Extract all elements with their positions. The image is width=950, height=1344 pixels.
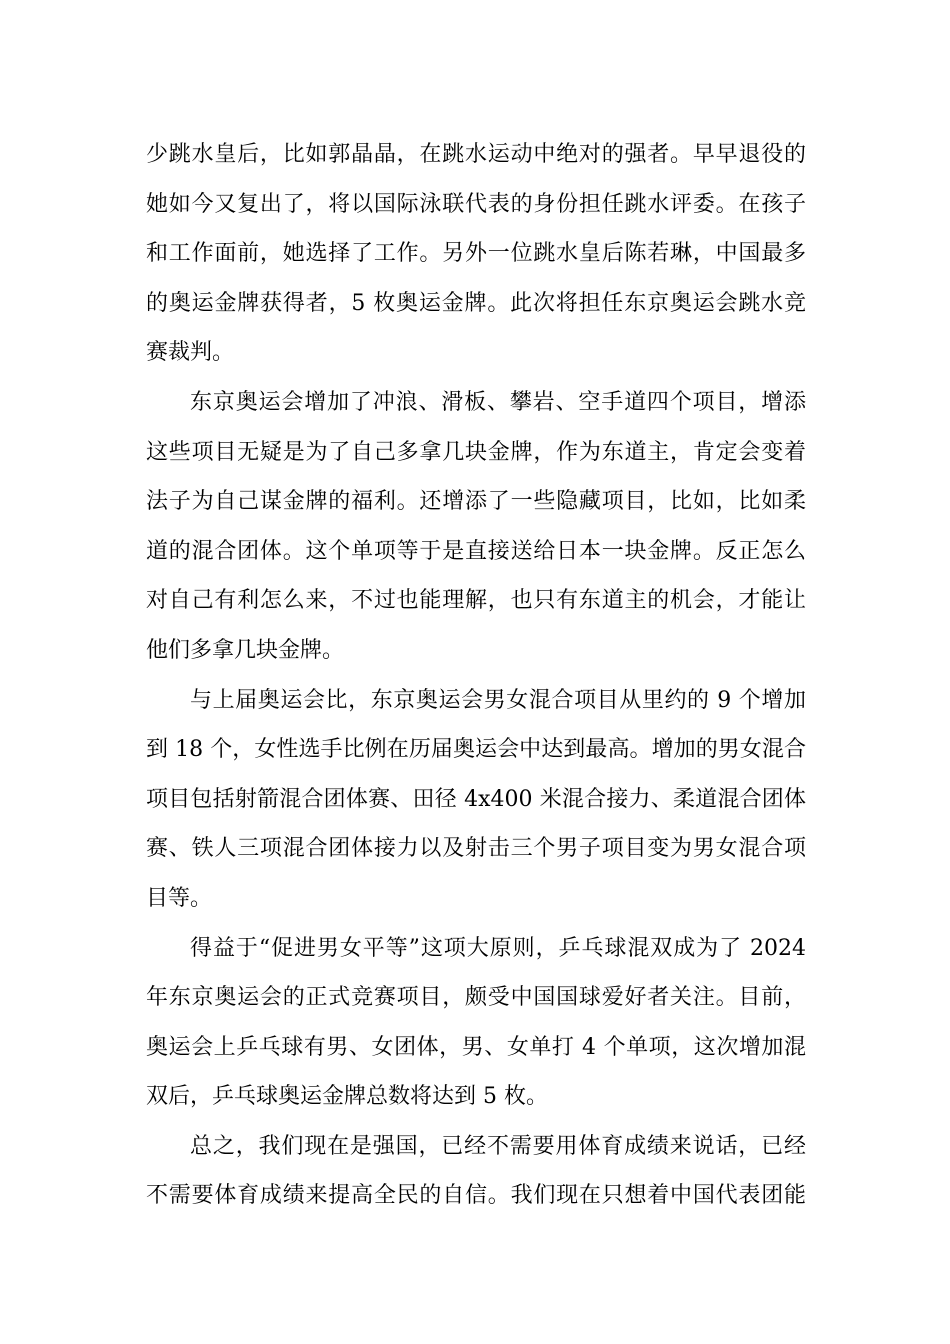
text-line: 的奥运金牌获得者，5 枚奥运金牌。此次将担任东京奥运会跳水竞 bbox=[146, 290, 806, 316]
paragraph bbox=[146, 924, 806, 1122]
text-line: 双后，乒乓球奥运金牌总数将达到 5 枚。 bbox=[146, 1084, 548, 1110]
text-line: 总之，我们现在是强国，已经不需要用体育成绩来说话，已经 bbox=[190, 1133, 806, 1159]
text-line: 赛裁判。 bbox=[146, 340, 235, 366]
text-line: 东京奥运会增加了冲浪、滑板、攀岩、空手道四个项目，增添 bbox=[190, 389, 806, 415]
text-line: 年东京奥运会的正式竞赛项目，颇受中国国球爱好者关注。目前， bbox=[146, 985, 806, 1011]
text-line: 不需要体育成绩来提高全民的自信。我们现在只想着中国代表团能 bbox=[146, 1183, 806, 1209]
text-line: 道的混合团体。这个单项等于是直接送给日本一块金牌。反正怎么 bbox=[146, 538, 806, 564]
text-line: 赛、铁人三项混合团体接力以及射击三个男子项目变为男女混合项 bbox=[146, 836, 806, 862]
text-line: 对自己有利怎么来，不过也能理解，也只有东道主的机会，才能让 bbox=[146, 588, 806, 614]
body-text bbox=[146, 130, 806, 1221]
text-line: 她如今又复出了，将以国际泳联代表的身份担任跳水评委。在孩子 bbox=[146, 191, 806, 217]
text-line: 少跳水皇后，比如郭晶晶，在跳水运动中绝对的强者。早早退役的 bbox=[146, 142, 806, 167]
text-line: 法子为自己谋金牌的福利。还增添了一些隐藏项目，比如，比如柔 bbox=[146, 489, 806, 515]
paragraph bbox=[146, 676, 806, 924]
text-line: 项目包括射箭混合团体赛、田径 4x400 米混合接力、柔道混合团体 bbox=[146, 786, 806, 812]
paragraph bbox=[146, 1122, 806, 1221]
paragraph bbox=[146, 130, 806, 378]
text-line: 和工作面前，她选择了工作。另外一位跳水皇后陈若琳，中国最多 bbox=[146, 241, 806, 267]
text-line: 与上届奥运会比，东京奥运会男女混合项目从里约的 9 个增加 bbox=[190, 687, 806, 713]
paragraph bbox=[146, 378, 806, 676]
text-line: 目等。 bbox=[146, 885, 213, 911]
text-line: 得益于“促进男女平等”这项大原则，乒乓球混双成为了 2024 bbox=[190, 935, 806, 961]
text-line: 到 18 个，女性选手比例在历届奥运会中达到最高。增加的男女混合 bbox=[146, 737, 806, 763]
text-line: 这些项目无疑是为了自己多拿几块金牌，作为东道主，肯定会变着 bbox=[146, 439, 806, 465]
text-line: 他们多拿几块金牌。 bbox=[146, 637, 345, 663]
text-line: 奥运会上乒乓球有男、女团体，男、女单打 4 个单项，这次增加混 bbox=[146, 1034, 806, 1060]
